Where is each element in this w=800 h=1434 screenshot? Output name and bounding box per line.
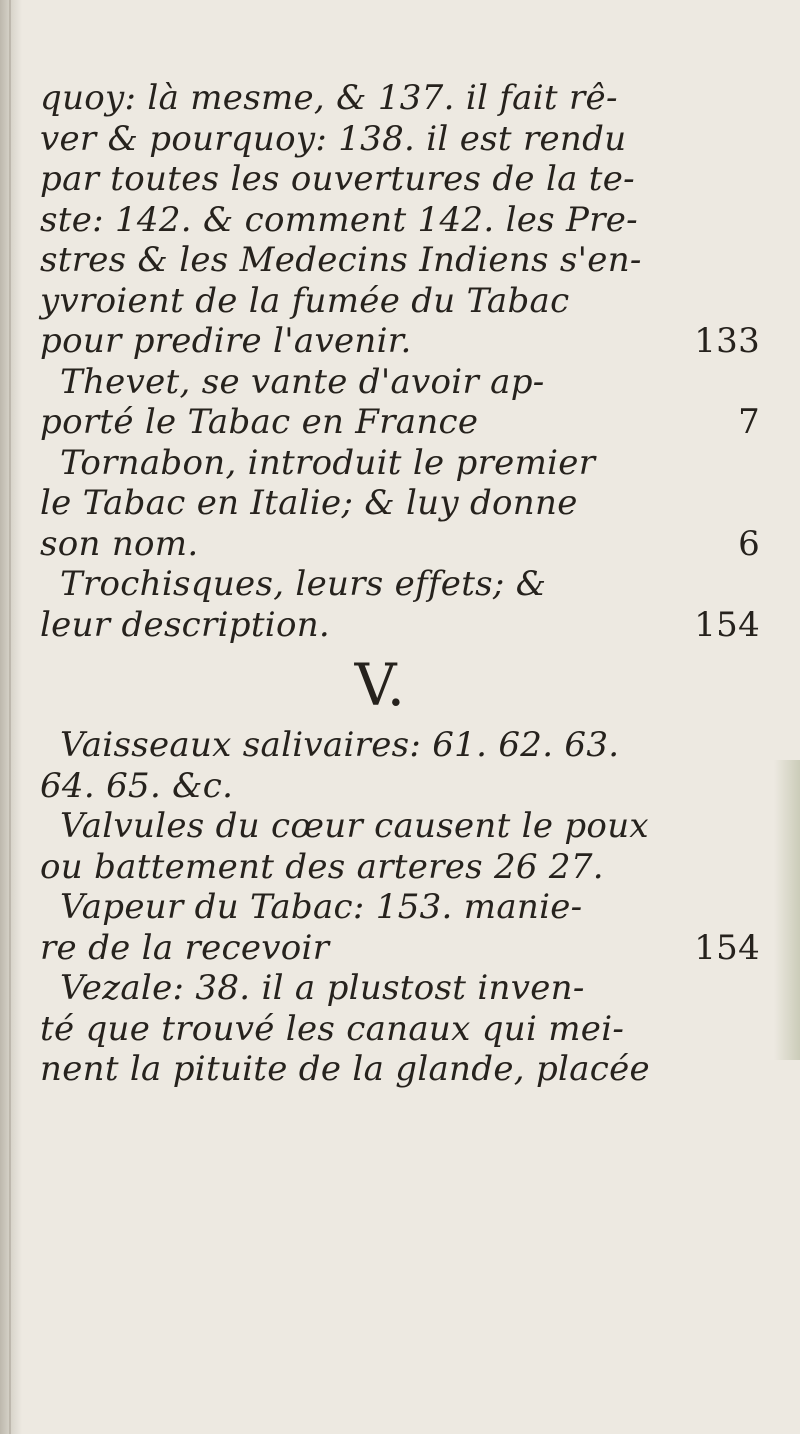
index-entry-trochisques: Trochisques, leurs effets; &	[60, 564, 547, 604]
index-line: nent la pituite de la glande, placée	[40, 1049, 650, 1089]
binding-line	[9, 0, 11, 1434]
index-entry-vapeur: Vapeur du Tabac: 153. manie-	[60, 887, 583, 927]
entry-text: porté le Tabac en France	[40, 402, 479, 442]
index-entry-trochisques-cont	[40, 605, 760, 646]
entry-text: leur description.	[40, 604, 331, 645]
index-line: ver & pourquoy: 138. il est rendu	[40, 118, 627, 159]
binding-shadow	[0, 0, 22, 1434]
index-line: té que trouvé les canaux qui mei-	[40, 1008, 625, 1049]
index-entry-thevet-cont	[40, 402, 760, 443]
index-line: stres & les Medecins Indiens s'en-	[40, 240, 642, 280]
index-entry-tornabon: Tornabon, introduit le premier	[60, 442, 596, 483]
index-page-text	[40, 78, 760, 1090]
index-line: ste: 142. & comment 142. les Pre-	[40, 199, 638, 240]
entry-text: re de la recevoir	[40, 927, 330, 968]
index-line: le Tabac en Italie; & luy donne	[40, 483, 578, 523]
page-number: 7	[738, 402, 760, 442]
index-entry-vaisseaux: Vaisseaux salivaires: 61. 62. 63.	[60, 725, 620, 765]
index-entry-tornabon-cont	[40, 524, 760, 565]
index-line: par toutes les ouvertures de la te-	[40, 159, 635, 199]
page-number: 154	[694, 927, 760, 968]
index-line: ou battement des arteres 26 27.	[40, 846, 604, 887]
page-number: 6	[738, 523, 760, 564]
index-entry-tabac-avenir	[40, 321, 760, 362]
page-number: 154	[694, 604, 760, 645]
index-entry-thevet: Thevet, se vante d'avoir ap-	[60, 361, 545, 402]
index-line: 64. 65. &c.	[40, 765, 234, 806]
section-letter: V.	[354, 651, 406, 719]
entry-text: son nom.	[40, 523, 199, 564]
index-entry-vezale: Vezale: 38. il a plustost inven-	[60, 968, 585, 1008]
entry-text: pour predire l'avenir.	[40, 321, 412, 361]
index-line: quoy: là mesme, & 137. il fait rê-	[40, 78, 618, 118]
index-line: yvroient de la fumée du Tabac	[40, 280, 570, 321]
index-entry-valvules: Valvules du cœur causent le poux	[60, 806, 649, 846]
page-number: 133	[694, 321, 760, 361]
edge-stain	[774, 760, 800, 1060]
index-entry-vapeur-cont	[40, 928, 760, 969]
